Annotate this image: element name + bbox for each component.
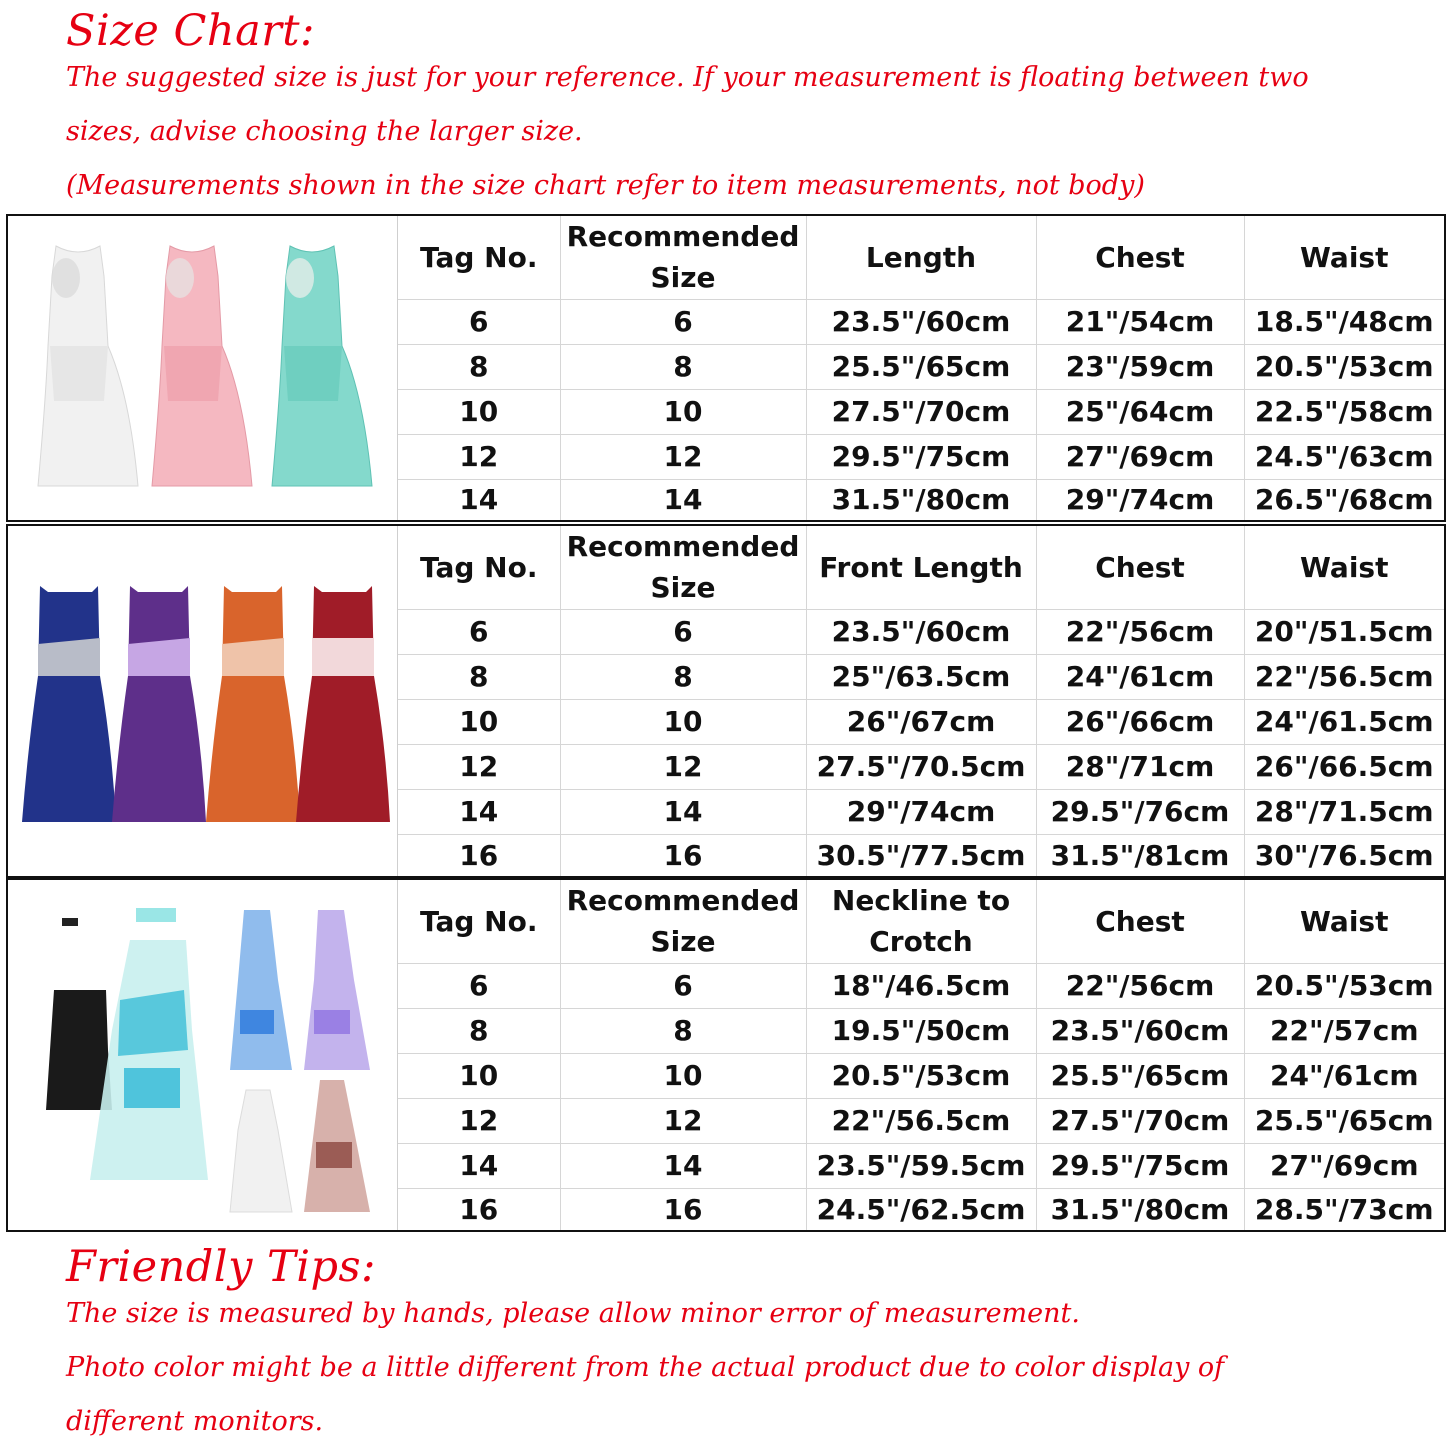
cell-size: 8: [560, 654, 806, 699]
size-grid-2: [398, 526, 1444, 876]
header-chest: Chest: [1036, 880, 1244, 963]
cell-length: 20.5"/53cm: [806, 1053, 1036, 1098]
cell-waist: 24"/61.5cm: [1244, 699, 1444, 744]
cell-length: 27.5"/70cm: [806, 389, 1036, 434]
size-note-line-2: sizes, advise choosing the larger size.: [66, 116, 583, 147]
cell-chest: 23.5"/60cm: [1036, 1008, 1244, 1053]
cell-waist: 26.5"/68cm: [1244, 479, 1444, 520]
cell-size: 16: [560, 834, 806, 876]
tips-line-2: Photo color might be a little different from the actual product due to color display of: [66, 1352, 1225, 1383]
cell-waist: 24"/61cm: [1244, 1053, 1444, 1098]
size-table-3: [6, 878, 1446, 1232]
cell-waist: 20"/51.5cm: [1244, 609, 1444, 654]
cell-size: 6: [560, 299, 806, 344]
table-row: [398, 479, 1444, 520]
dress-burgundy: [296, 586, 390, 822]
cell-waist: 22"/57cm: [1244, 1008, 1444, 1053]
cell-chest: 26"/66cm: [1036, 699, 1244, 744]
cell-length: 27.5"/70.5cm: [806, 744, 1036, 789]
cell-length: 23.5"/60cm: [806, 299, 1036, 344]
cell-tag: 12: [398, 744, 560, 789]
friendly-tips-title: Friendly Tips:: [66, 1242, 377, 1292]
size-note-line-3: (Measurements shown in the size chart refer to item measurements, not body): [66, 170, 1145, 201]
cell-chest: 23"/59cm: [1036, 344, 1244, 389]
header-waist: Waist: [1244, 526, 1444, 609]
dress-illustration-1: [8, 216, 398, 520]
cell-size: 8: [560, 344, 806, 389]
dress-illustration-3: [8, 880, 398, 1230]
cell-chest: 22"/56cm: [1036, 609, 1244, 654]
cell-chest: 27"/69cm: [1036, 434, 1244, 479]
table-row: [398, 834, 1444, 876]
header-waist: Waist: [1244, 880, 1444, 963]
cell-chest: 29"/74cm: [1036, 479, 1244, 520]
header-length: Length: [806, 216, 1036, 299]
table-row: [398, 344, 1444, 389]
cell-length: 24.5"/62.5cm: [806, 1188, 1036, 1230]
dress-rose: [304, 1080, 370, 1212]
dress-white-halter: [230, 1090, 292, 1212]
cell-tag: 16: [398, 834, 560, 876]
table-row: [398, 963, 1444, 1008]
cell-length: 22"/56.5cm: [806, 1098, 1036, 1143]
cell-tag: 10: [398, 1053, 560, 1098]
cell-tag: 6: [398, 609, 560, 654]
tips-line-1: The size is measured by hands, please allow minor error of measurement.: [66, 1298, 1080, 1329]
header-neckline-to-crotch: Neckline to Crotch: [806, 880, 1036, 963]
cell-chest: 25.5"/65cm: [1036, 1053, 1244, 1098]
dress-illustration-2: [8, 526, 398, 876]
product-image-lace-dresses: [8, 216, 398, 520]
cell-length: 29.5"/75cm: [806, 434, 1036, 479]
cell-chest: 29.5"/75cm: [1036, 1143, 1244, 1188]
table-row: [398, 1188, 1444, 1230]
cell-length: 30.5"/77.5cm: [806, 834, 1036, 876]
header-recommended-size: Recommended Size: [560, 526, 806, 609]
cell-size: 14: [560, 789, 806, 834]
cell-size: 12: [560, 744, 806, 789]
cell-chest: 28"/71cm: [1036, 744, 1244, 789]
cell-length: 18"/46.5cm: [806, 963, 1036, 1008]
cell-length: 23.5"/60cm: [806, 609, 1036, 654]
dress-purple: [112, 586, 206, 822]
table-row: [398, 789, 1444, 834]
cell-waist: 22.5"/58cm: [1244, 389, 1444, 434]
size-note-line-1: The suggested size is just for your reference. If your measurement is floating between two: [66, 62, 1309, 93]
cell-waist: 27"/69cm: [1244, 1143, 1444, 1188]
header-chest: Chest: [1036, 526, 1244, 609]
header-recommended-size: Recommended Size: [560, 880, 806, 963]
cell-length: 25.5"/65cm: [806, 344, 1036, 389]
cell-chest: 24"/61cm: [1036, 654, 1244, 699]
cell-tag: 12: [398, 1098, 560, 1143]
cell-waist: 28.5"/73cm: [1244, 1188, 1444, 1230]
dress-black: [46, 918, 112, 1110]
cell-size: 6: [560, 963, 806, 1008]
size-table-2: [6, 524, 1446, 878]
cell-size: 10: [560, 699, 806, 744]
cell-chest: 31.5"/80cm: [1036, 1188, 1244, 1230]
table-row: [398, 609, 1444, 654]
dress-orange: [206, 586, 300, 822]
table-row: [398, 1053, 1444, 1098]
table-row: [398, 1098, 1444, 1143]
cell-waist: 22"/56.5cm: [1244, 654, 1444, 699]
cell-chest: 29.5"/76cm: [1036, 789, 1244, 834]
dress-lavender: [304, 910, 370, 1070]
cell-tag: 6: [398, 963, 560, 1008]
header-tag-no: Tag No.: [398, 880, 560, 963]
cell-length: 26"/67cm: [806, 699, 1036, 744]
cell-tag: 12: [398, 434, 560, 479]
table-row: [398, 434, 1444, 479]
tips-line-3: different monitors.: [66, 1406, 324, 1437]
dress-navy: [22, 586, 116, 822]
cell-length: 31.5"/80cm: [806, 479, 1036, 520]
cell-chest: 31.5"/81cm: [1036, 834, 1244, 876]
cell-length: 25"/63.5cm: [806, 654, 1036, 699]
cell-chest: 25"/64cm: [1036, 389, 1244, 434]
size-grid-3: [398, 880, 1444, 1230]
cell-size: 6: [560, 609, 806, 654]
size-table-1: [6, 214, 1446, 522]
cell-size: 12: [560, 1098, 806, 1143]
cell-size: 10: [560, 389, 806, 434]
cell-waist: 20.5"/53cm: [1244, 344, 1444, 389]
cell-waist: 24.5"/63cm: [1244, 434, 1444, 479]
cell-tag: 16: [398, 1188, 560, 1230]
cell-tag: 8: [398, 654, 560, 699]
table-row: [398, 299, 1444, 344]
header-tag-no: Tag No.: [398, 526, 560, 609]
header-front-length: Front Length: [806, 526, 1036, 609]
cell-tag: 14: [398, 1143, 560, 1188]
size-grid-1: [398, 216, 1444, 520]
cell-size: 10: [560, 1053, 806, 1098]
cell-tag: 14: [398, 789, 560, 834]
table-row: [398, 654, 1444, 699]
dress-blue: [230, 910, 292, 1070]
cell-chest: 21"/54cm: [1036, 299, 1244, 344]
cell-tag: 10: [398, 389, 560, 434]
cell-length: 19.5"/50cm: [806, 1008, 1036, 1053]
dress-white: [38, 246, 138, 486]
cell-waist: 20.5"/53cm: [1244, 963, 1444, 1008]
cell-size: 14: [560, 479, 806, 520]
cell-waist: 25.5"/65cm: [1244, 1098, 1444, 1143]
cell-size: 14: [560, 1143, 806, 1188]
cell-length: 23.5"/59.5cm: [806, 1143, 1036, 1188]
table-row: [398, 744, 1444, 789]
table-row: [398, 389, 1444, 434]
cell-size: 12: [560, 434, 806, 479]
header-tag-no: Tag No.: [398, 216, 560, 299]
cell-chest: 22"/56cm: [1036, 963, 1244, 1008]
cell-tag: 10: [398, 699, 560, 744]
header-recommended-size: Recommended Size: [560, 216, 806, 299]
header-chest: Chest: [1036, 216, 1244, 299]
cell-tag: 6: [398, 299, 560, 344]
cell-waist: 18.5"/48cm: [1244, 299, 1444, 344]
dress-pink: [152, 246, 252, 486]
table-row: [398, 1008, 1444, 1053]
product-image-camisole-dresses: [8, 526, 398, 876]
cell-tag: 8: [398, 1008, 560, 1053]
cell-tag: 8: [398, 344, 560, 389]
cell-size: 16: [560, 1188, 806, 1230]
cell-waist: 30"/76.5cm: [1244, 834, 1444, 876]
table-row: [398, 1143, 1444, 1188]
header-waist: Waist: [1244, 216, 1444, 299]
cell-tag: 14: [398, 479, 560, 520]
cell-waist: 26"/66.5cm: [1244, 744, 1444, 789]
cell-waist: 28"/71.5cm: [1244, 789, 1444, 834]
table-row: [398, 699, 1444, 744]
product-image-halter-dresses: [8, 880, 398, 1230]
dress-mint: [272, 246, 372, 486]
cell-size: 8: [560, 1008, 806, 1053]
cell-chest: 27.5"/70cm: [1036, 1098, 1244, 1143]
cell-length: 29"/74cm: [806, 789, 1036, 834]
size-chart-title: Size Chart:: [66, 6, 316, 56]
